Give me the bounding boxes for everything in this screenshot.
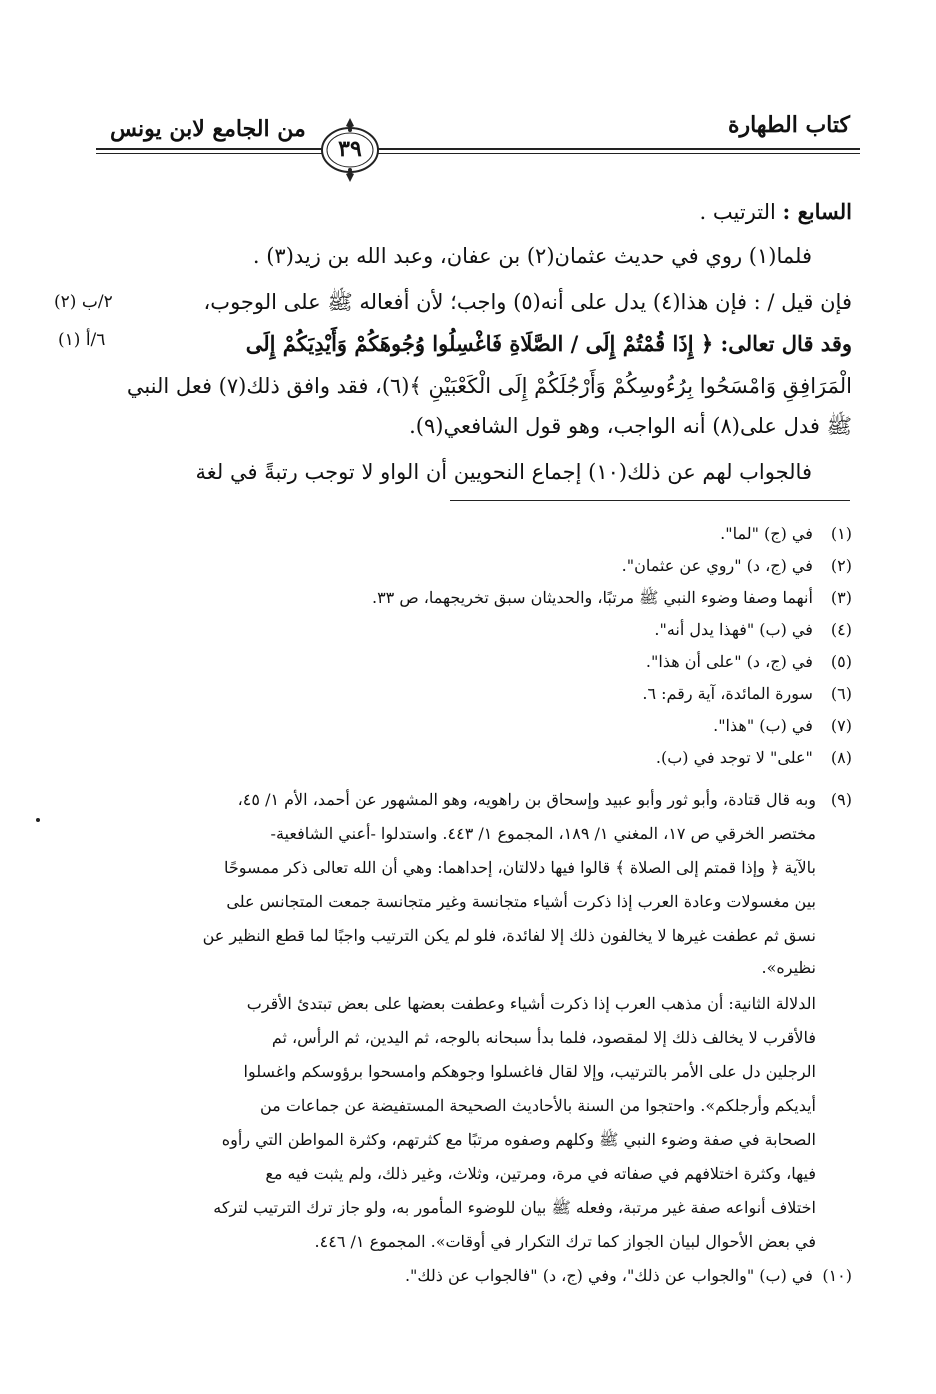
footnote-line: مختصر الخرقي ص ١٧، المغني ١/ ١٨٩، المجموع ١/ ٤٤٣. واستدلوا -أعني الشافعية- bbox=[270, 824, 816, 843]
footnote-10 bbox=[140, 1260, 852, 1294]
text-line: فلما(١) روي في حديث عثمان(٢) بن عفان، وعبد الله بن زيد(٣) . bbox=[252, 244, 812, 268]
text-line: فإن قيل / : فإن هذا(٤) يدل على أنه(٥) واجب؛ لأن أفعاله ﷺ على الوجوب، bbox=[203, 290, 852, 314]
work-title: من الجامع لابن يونس bbox=[110, 116, 306, 142]
footnote-line: الدلالة الثانية: أن مذهب العرب إذا ذكرت أشياء وعطفت بعضها على بعض تبتدئ الأقرب bbox=[246, 994, 816, 1013]
footnote: (٢) في (ج، د) "روي عن عثمان". bbox=[621, 556, 852, 575]
book-title: كتاب الطهارة bbox=[727, 112, 850, 138]
header-rule-thin bbox=[96, 153, 860, 154]
margin-note: ٦/أ (١) bbox=[58, 330, 106, 350]
heading-label: السابع : bbox=[782, 199, 852, 224]
footnote-line: فيها، وكثرة اختلافهم في صفاته في مرة، ومرتين، وثلاث، وغير ذلك، ولم يثبت فيه مع bbox=[265, 1164, 816, 1183]
footnote-line: بين مغسولات وعادة العرب إذا ذكرت أشياء متجانسة وغير متجانسة جمعت المتجانس على bbox=[226, 892, 816, 911]
footnote: (٧) في (ب) "هذا". bbox=[713, 716, 852, 735]
page-speck bbox=[36, 818, 40, 822]
footnote-line: الصحابة في صفة وضوء النبي ﷺ وكلهم وصفوه مرتبًا مع كثرتهم، وكثرة المواطن التي رأوه bbox=[221, 1130, 816, 1149]
footnote-line: وبه قال قتادة، وأبو ثور وأبو عبيد وإسحاق بن راهويه، وهو المشهور عن أحمد، الأم ١/ ٤٥، bbox=[237, 790, 816, 809]
text-line: وقد قال تعالى: ﴿ إِذَا قُمْتُمْ إِلَى / الصَّلَاةِ فَاغْسِلُوا وُجُوهَكُمْ وَأَيْدِيَكُمْ إِلَى bbox=[245, 331, 852, 356]
footnote-line: نظيره». bbox=[761, 958, 816, 977]
footnote-line: نسق ثم عطفت غيرها لا يخالفون ذلك إلا لفائدة، فلو لم يكن الترتيب واجبًا لما قطع النظير عن bbox=[202, 926, 816, 945]
text-line: فالجواب لهم عن ذلك(١٠) إجماع النحويين أن الواو لا توجب رتبةً في لغة bbox=[195, 460, 812, 484]
footnotes bbox=[140, 518, 852, 778]
footnote-9 bbox=[140, 784, 852, 1274]
page-header bbox=[96, 108, 860, 188]
footnote: (٥) في (ج، د) "على أن هذا". bbox=[645, 652, 852, 671]
footnote: (٣) أنهما وصفا وضوء النبي ﷺ مرتبًا، والحديثان سبق تخريجهما، ص ٣٣. bbox=[371, 588, 852, 607]
text-line: الْمَرَافِقِ وَامْسَحُوا بِرُءُوسِكُمْ وَأَرْجُلَكُمْ إِلَى الْكَعْبَيْنِ ﴾(٦)، فقد وافق ذلك(٧) فعل النبي bbox=[126, 374, 852, 398]
footnote: (٤) في (ب) "فهذا يدل أنه". bbox=[654, 620, 852, 639]
page-number: ٣٩ bbox=[338, 136, 362, 162]
margin-note: ٢/ب (٢) bbox=[54, 292, 113, 312]
footnote-line: اختلاف أنواعه صفة غير مرتبة، وفعله ﷺ بيان للوضوء المأمور به، ولو جاز ترك الترتيب لتركه bbox=[213, 1198, 816, 1217]
footnote: (١٠) في (ب) "والجواب عن ذلك"، وفي (ج، د) "فالجواب عن ذلك". bbox=[404, 1266, 852, 1285]
footnote-number: (٩) bbox=[830, 790, 852, 809]
footnote-line: الرجلين دل على الأمر بالترتيب، وإلا لقال فاغسلوا وجوهكم وامسحوا برؤوسكم واغسلوا bbox=[243, 1062, 816, 1081]
heading-line bbox=[700, 192, 852, 232]
footnote-line: بالآية ﴿ وإذا قمتم إلى الصلاة ﴾ قالوا فيها دلالتان، إحداهما: وهي أن الله تعالى ذكر ممسوحًا bbox=[223, 858, 816, 877]
heading-rest: الترتيب . bbox=[699, 200, 776, 224]
footnote-line: في بعض الأحوال لبيان الجواز كما ترك التكرار في أوقات». المجموع ١/ ٤٤٦. bbox=[314, 1232, 816, 1251]
footnote: (٦) سورة المائدة، آية رقم: ٦. bbox=[642, 684, 852, 703]
footnote: (٨) "على" لا توجد في (ب). bbox=[655, 748, 852, 767]
footnote-line: أيديكم وأرجلكم». واحتجوا من السنة بالأحاديث الصحيحة المستفيضة عن جماعات من bbox=[259, 1096, 816, 1115]
header-rule bbox=[96, 148, 860, 150]
footnote: (١) في (ج) "لما". bbox=[720, 524, 852, 543]
footnote-separator bbox=[450, 500, 850, 501]
footnote-line: فالأقرب لا يخالف ذلك إلا لمقصود، فلما بدأ سبحانه بالوجه، ثم اليدين، ثم الرأس، ثم bbox=[271, 1028, 816, 1047]
text-line: ﷺ فدل على(٨) أنه الواجب، وهو قول الشافعي(٩). bbox=[409, 414, 852, 438]
main-text bbox=[126, 192, 852, 492]
